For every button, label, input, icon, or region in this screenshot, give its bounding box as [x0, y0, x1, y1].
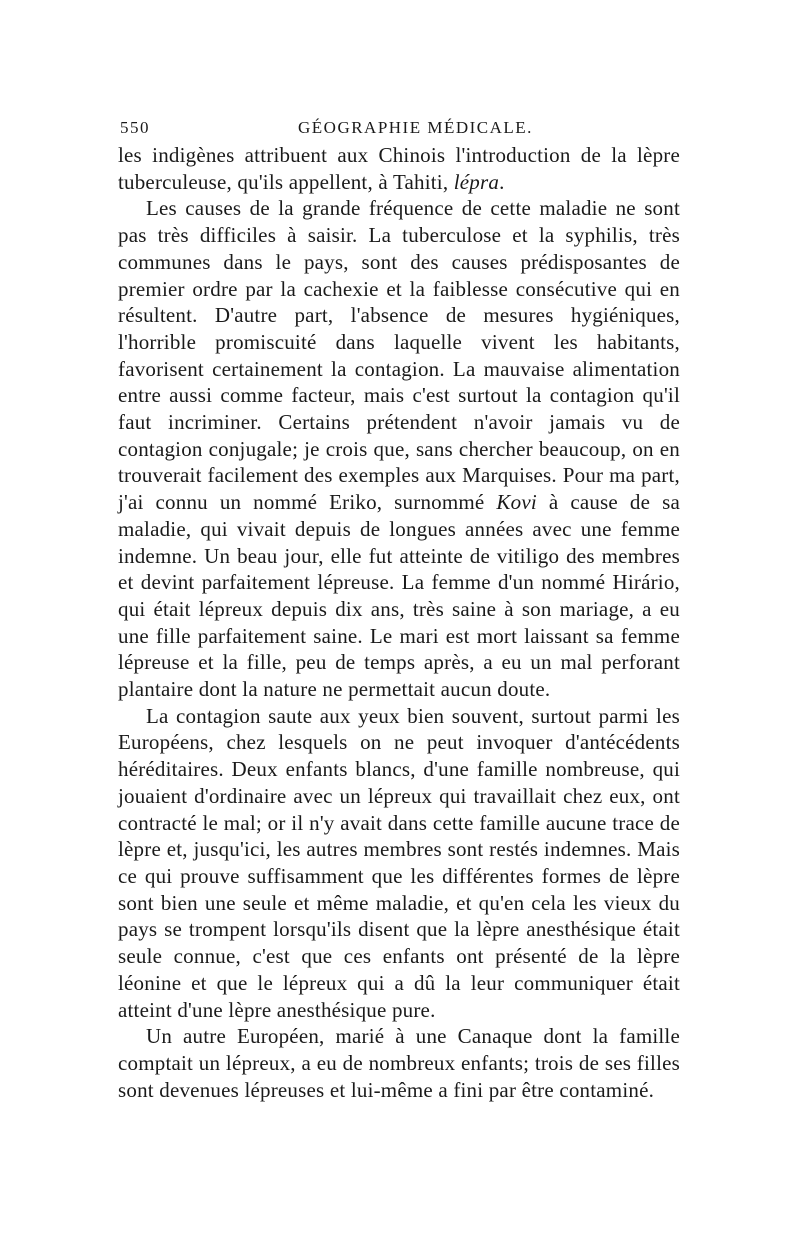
- page-number: 550: [120, 118, 150, 137]
- book-page: [118, 112, 680, 1103]
- paragraph-3-text: La contagion saute aux yeux bien souvent, surtout parmi les Européens, chez lesquels on ne peut invoquer d'antécédents héréditaires. Deux enfants blancs, d'une famille nombreuse, qui jouaient d'ordinaire avec un lépreux qui travaillait chez eux, ont contracté le mal; or il n'y avait dans cette famille aucune trace de lèpre et, jusqu'ici, les autres membres sont restés indemnes. Mais ce qui prouve suffisamment que les différentes formes de lèpre sont bien une seule et même maladie, et qu'en cela les vieux du pays se trompent lorsqu'ils disent que la lèpre anesthésique était seule connue, c'est que ces enfants ont présenté de la lèpre léonine et que le lépreux qui a dû la leur communiquer était atteint d'une lèpre anesthésique pure.: [118, 703, 680, 1022]
- paragraph-contagion: [118, 703, 680, 1023]
- running-title: GÉOGRAPHIE MÉDICALE.: [298, 118, 533, 137]
- paragraph-continuation: [118, 142, 680, 195]
- paragraph-2-text: Les causes de la grande fréquence de cette maladie ne sont pas très difficiles à saisir. La tuberculose et la syphilis, très communes dans le pays, sont des causes prédisposantes de premier ordre par la cachexie et la faiblesse consécutive qui en résultent. D'autre part, l'absence de mesures hygiéniques, l'horrible promiscuité dans laquelle vivent les habitants, favorisent certainement la contagion. La mauvaise alimentation entre aussi comme facteur, mais c'est surtout la contagion qu'il faut incriminer. Certains prétendent n'avoir jamais vu de contagion conjugale; je crois que, sans chercher beaucoup, on en trouverait facilement des exemples aux Marquises. Pour ma part, j'ai connu un nommé Eriko, surnommé: [118, 196, 680, 515]
- paragraph-4-text: Un autre Européen, marié à une Canaque dont la famille comptait un lépreux, a eu de nombreux enfants; trois de ses filles sont devenues lépreuses et lui-même a fini par être contaminé.: [118, 1024, 680, 1102]
- paragraph-1-italic-term: lépra: [453, 169, 500, 194]
- body-text: [118, 142, 680, 1103]
- paragraph-2-tail: à cause de sa maladie, qui vivait depuis de longues années avec une femme indemne. Un beau jour, elle fut atteinte de vitiligo des membres et devint parfaitement lépreuse. La femme d'un nommé Hirário, qui était lépreux depuis dix ans, très saine à son mariage, a eu une fille parfaitement saine. Le mari est mort laissant sa femme lépreuse et la fille, peu de temps après, a eu un mal perforant plantaire dont la nature ne permettait aucun doute.: [118, 490, 680, 702]
- paragraph-causes: [118, 195, 680, 702]
- paragraph-1-tail: .: [499, 169, 505, 194]
- running-head: [118, 112, 680, 142]
- paragraph-1-text: les indigènes attribuent aux Chinois l'introduction de la lèpre tuberculeuse, qu'ils appellent, à Tahiti,: [118, 143, 680, 194]
- paragraph-european: [118, 1023, 680, 1103]
- paragraph-2-italic-term: Kovi: [496, 490, 537, 515]
